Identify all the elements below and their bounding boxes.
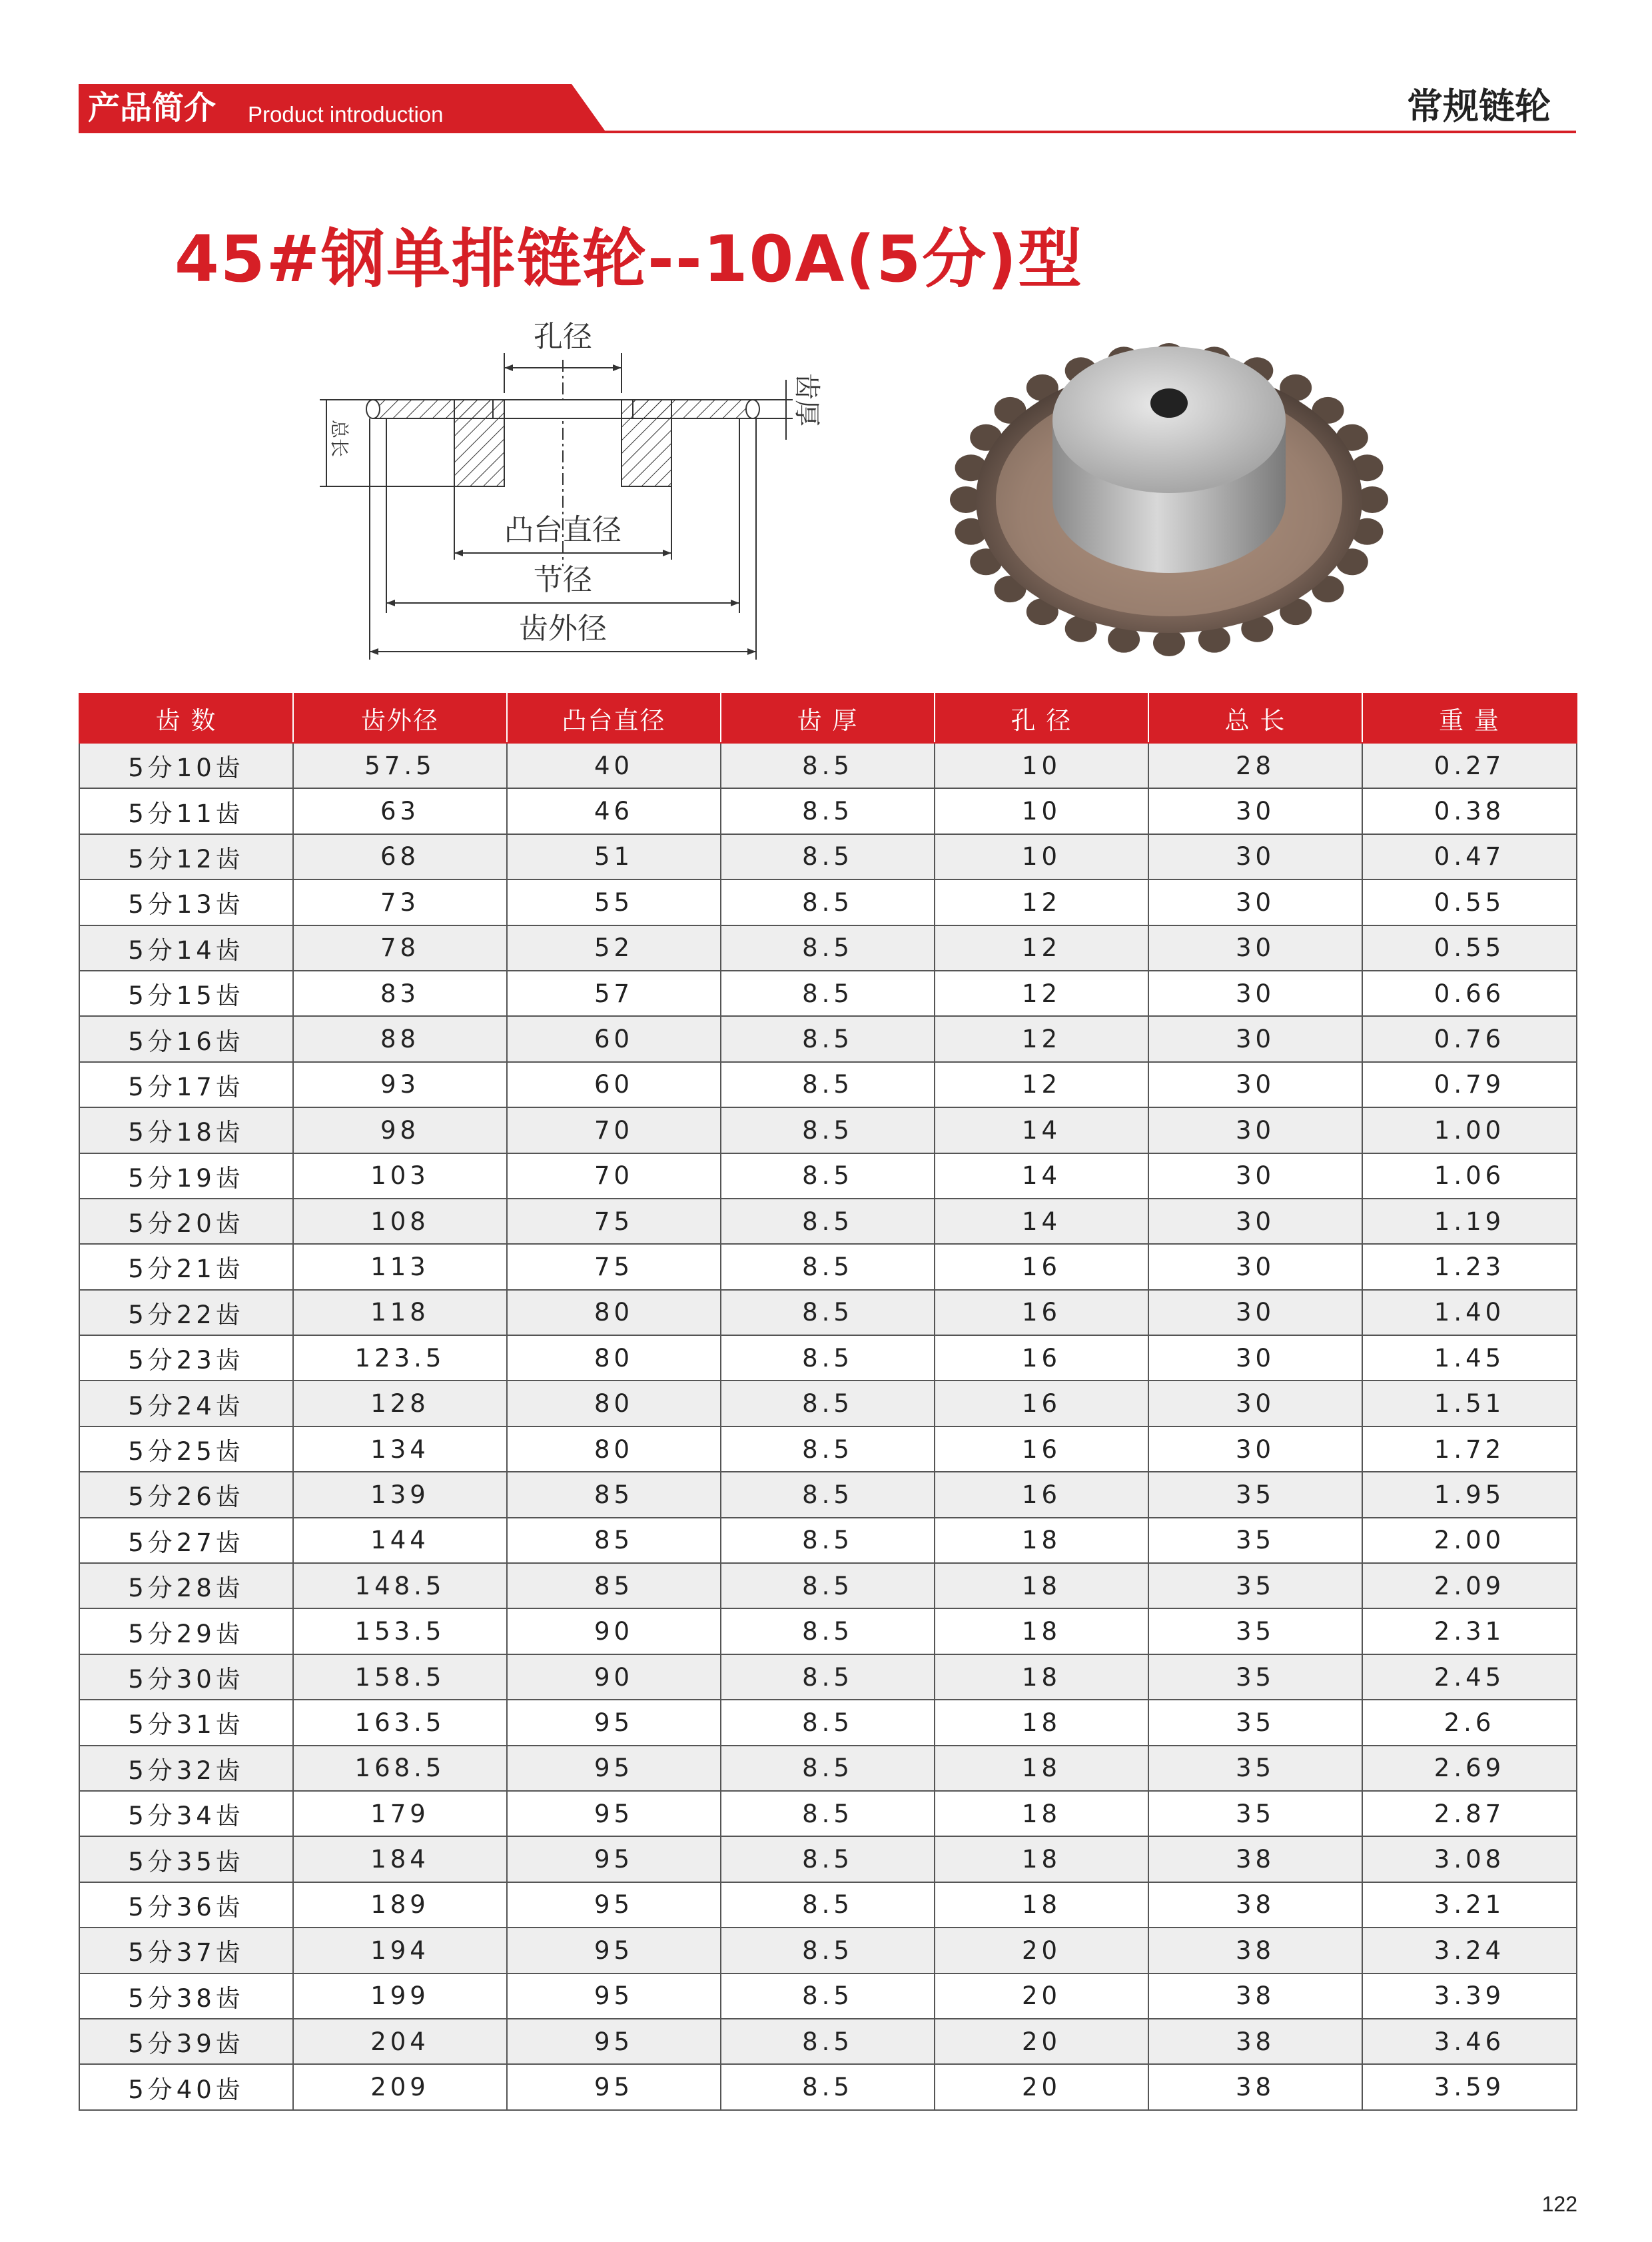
table-cell: 30 (1148, 1426, 1362, 1472)
dimension-diagram (313, 313, 846, 666)
table-cell: 30 (1148, 1062, 1362, 1107)
table-cell: 5分16齿 (79, 1016, 293, 1061)
table-cell: 30 (1148, 879, 1362, 925)
table-cell: 8.5 (721, 1426, 935, 1472)
table-cell: 95 (507, 1882, 721, 1928)
product-title: 45#钢单排链轮--10A(5分)型 (175, 222, 1084, 296)
table-cell: 16 (935, 1335, 1148, 1381)
table-cell: 10 (935, 788, 1148, 834)
table-cell: 5分39齿 (79, 2019, 293, 2064)
table-row (79, 1107, 1577, 1153)
table-cell: 80 (507, 1335, 721, 1381)
table-row (79, 743, 1577, 788)
header-tooth-thickness: 齿 厚 (721, 694, 935, 743)
table-cell: 75 (507, 1244, 721, 1289)
table-cell: 8.5 (721, 1107, 935, 1153)
table-cell: 1.06 (1362, 1153, 1577, 1199)
table-cell: 8.5 (721, 1836, 935, 1882)
table-cell: 35 (1148, 1746, 1362, 1791)
table-cell: 8.5 (721, 1244, 935, 1289)
table-cell: 80 (507, 1426, 721, 1472)
table-cell: 0.79 (1362, 1062, 1577, 1107)
table-cell: 35 (1148, 1608, 1362, 1654)
table-cell: 68 (293, 834, 507, 879)
table-cell: 30 (1148, 925, 1362, 971)
table-cell: 55 (507, 879, 721, 925)
table-cell: 80 (507, 1290, 721, 1335)
table-row (79, 1016, 1577, 1061)
table-cell: 20 (935, 2019, 1148, 2064)
table-cell: 1.23 (1362, 1244, 1577, 1289)
table-cell: 163.5 (293, 1700, 507, 1745)
table-cell: 5分28齿 (79, 1563, 293, 1608)
table-cell: 8.5 (721, 1199, 935, 1244)
table-cell: 153.5 (293, 1608, 507, 1654)
table-cell: 38 (1148, 1928, 1362, 1973)
table-cell: 2.31 (1362, 1608, 1577, 1654)
table-cell: 78 (293, 925, 507, 971)
table-cell: 8.5 (721, 879, 935, 925)
table-cell: 5分19齿 (79, 1153, 293, 1199)
table-cell: 1.00 (1362, 1107, 1577, 1153)
header-weight: 重 量 (1362, 694, 1577, 743)
table-cell: 108 (293, 1199, 507, 1244)
table-cell: 148.5 (293, 1563, 507, 1608)
table-cell: 5分18齿 (79, 1107, 293, 1153)
table-cell: 5分13齿 (79, 879, 293, 925)
table-cell: 2.87 (1362, 1791, 1577, 1836)
table-row (79, 834, 1577, 879)
bore-label: 孔径 (534, 320, 592, 354)
table-cell: 0.47 (1362, 834, 1577, 879)
table-cell: 12 (935, 1016, 1148, 1061)
table-row (79, 1518, 1577, 1563)
table-cell: 30 (1148, 1016, 1362, 1061)
table-cell: 95 (507, 1836, 721, 1882)
table-cell: 5分24齿 (79, 1381, 293, 1426)
table-header-row (79, 694, 1577, 743)
table-cell: 5分29齿 (79, 1608, 293, 1654)
table-row (79, 1563, 1577, 1608)
table-cell: 118 (293, 1290, 507, 1335)
table-cell: 5分27齿 (79, 1518, 293, 1563)
table-cell: 38 (1148, 1973, 1362, 2019)
table-cell: 8.5 (721, 1290, 935, 1335)
table-row (79, 1335, 1577, 1381)
table-row (79, 1791, 1577, 1836)
table-cell: 2.69 (1362, 1746, 1577, 1791)
table-cell: 12 (935, 971, 1148, 1016)
table-cell: 8.5 (721, 1153, 935, 1199)
hub-diameter-label: 凸台直径 (504, 513, 621, 547)
table-cell: 57.5 (293, 743, 507, 788)
table-cell: 30 (1148, 834, 1362, 879)
table-row (79, 1928, 1577, 1973)
table-cell: 18 (935, 1746, 1148, 1791)
table-row (79, 1199, 1577, 1244)
header-teeth: 齿 数 (79, 694, 293, 743)
table-cell: 8.5 (721, 971, 935, 1016)
table-cell: 38 (1148, 2019, 1362, 2064)
spec-table (79, 693, 1577, 2111)
table-cell: 18 (935, 1608, 1148, 1654)
sprocket-tooth (1153, 630, 1185, 656)
table-cell: 30 (1148, 1381, 1362, 1426)
table-cell: 113 (293, 1244, 507, 1289)
table-cell: 30 (1148, 1199, 1362, 1244)
table-cell: 5分15齿 (79, 971, 293, 1016)
table-cell: 20 (935, 2064, 1148, 2109)
table-cell: 8.5 (721, 1973, 935, 2019)
table-cell: 8.5 (721, 1608, 935, 1654)
table-cell: 85 (507, 1563, 721, 1608)
table-cell: 5分25齿 (79, 1426, 293, 1472)
table-cell: 90 (507, 1608, 721, 1654)
header-bore: 孔 径 (935, 694, 1148, 743)
table-cell: 5分14齿 (79, 925, 293, 971)
table-cell: 8.5 (721, 1062, 935, 1107)
table-cell: 123.5 (293, 1335, 507, 1381)
table-cell: 35 (1148, 1791, 1362, 1836)
table-cell: 14 (935, 1199, 1148, 1244)
table-cell: 30 (1148, 1153, 1362, 1199)
table-body (79, 743, 1577, 2110)
table-cell: 30 (1148, 788, 1362, 834)
table-cell: 0.38 (1362, 788, 1577, 834)
table-cell: 60 (507, 1016, 721, 1061)
table-cell: 18 (935, 1791, 1148, 1836)
table-cell: 35 (1148, 1700, 1362, 1745)
table-cell: 8.5 (721, 1335, 935, 1381)
table-cell: 80 (507, 1381, 721, 1426)
table-cell: 0.66 (1362, 971, 1577, 1016)
table-cell: 8.5 (721, 1882, 935, 1928)
table-cell: 8.5 (721, 1563, 935, 1608)
table-row (79, 1882, 1577, 1928)
table-cell: 3.39 (1362, 1973, 1577, 2019)
table-cell: 189 (293, 1882, 507, 1928)
table-cell: 18 (935, 1882, 1148, 1928)
table-cell: 12 (935, 1062, 1148, 1107)
table-cell: 8.5 (721, 1746, 935, 1791)
table-cell: 2.6 (1362, 1700, 1577, 1745)
table-cell: 95 (507, 1700, 721, 1745)
table-cell: 95 (507, 1928, 721, 1973)
table-cell: 8.5 (721, 925, 935, 971)
table-cell: 0.76 (1362, 1016, 1577, 1061)
table-cell: 38 (1148, 1836, 1362, 1882)
table-cell: 95 (507, 1791, 721, 1836)
header-hub-diameter: 凸台直径 (507, 694, 721, 743)
table-cell: 5分38齿 (79, 1973, 293, 2019)
table-cell: 20 (935, 1928, 1148, 1973)
table-cell: 16 (935, 1290, 1148, 1335)
table-row (79, 1426, 1577, 1472)
table-cell: 0.55 (1362, 879, 1577, 925)
table-cell: 93 (293, 1062, 507, 1107)
table-cell: 90 (507, 1654, 721, 1700)
table-row (79, 1153, 1577, 1199)
table-row (79, 1700, 1577, 1745)
table-cell: 35 (1148, 1654, 1362, 1700)
table-cell: 5分31齿 (79, 1700, 293, 1745)
table-cell: 134 (293, 1426, 507, 1472)
table-cell: 60 (507, 1062, 721, 1107)
table-row (79, 1244, 1577, 1289)
table-cell: 18 (935, 1836, 1148, 1882)
table-cell: 52 (507, 925, 721, 971)
table-cell: 75 (507, 1199, 721, 1244)
tooth-thickness-label: 齿厚 (791, 373, 822, 426)
table-cell: 95 (507, 2019, 721, 2064)
table-cell: 16 (935, 1244, 1148, 1289)
table-row (79, 2019, 1577, 2064)
table-row (79, 1973, 1577, 2019)
table-cell: 5分34齿 (79, 1791, 293, 1836)
table-cell: 5分40齿 (79, 2064, 293, 2109)
table-cell: 5分30齿 (79, 1654, 293, 1700)
section-title-en: Product introduction (248, 102, 444, 127)
table-cell: 70 (507, 1107, 721, 1153)
table-cell: 12 (935, 879, 1148, 925)
sprocket-photo (946, 333, 1392, 666)
table-cell: 8.5 (721, 788, 935, 834)
table-cell: 18 (935, 1563, 1148, 1608)
table-cell: 1.45 (1362, 1335, 1577, 1381)
table-cell: 14 (935, 1107, 1148, 1153)
table-cell: 5分21齿 (79, 1244, 293, 1289)
table-cell: 168.5 (293, 1746, 507, 1791)
table-cell: 85 (507, 1472, 721, 1517)
table-cell: 35 (1148, 1472, 1362, 1517)
table-cell: 194 (293, 1928, 507, 1973)
table-cell: 3.08 (1362, 1836, 1577, 1882)
table-cell: 5分11齿 (79, 788, 293, 834)
table-row (79, 788, 1577, 834)
table-cell: 8.5 (721, 1791, 935, 1836)
table-cell: 2.00 (1362, 1518, 1577, 1563)
table-cell: 204 (293, 2019, 507, 2064)
table-cell: 8.5 (721, 743, 935, 788)
pitch-diameter-label: 节径 (534, 563, 592, 597)
table-cell: 8.5 (721, 2019, 935, 2064)
table-row (79, 1290, 1577, 1335)
table-cell: 2.45 (1362, 1654, 1577, 1700)
table-cell: 63 (293, 788, 507, 834)
table-cell: 8.5 (721, 1518, 935, 1563)
table-row (79, 1608, 1577, 1654)
table-cell: 95 (507, 1746, 721, 1791)
header-rule (79, 131, 1576, 133)
table-cell: 46 (507, 788, 721, 834)
table-cell: 30 (1148, 1244, 1362, 1289)
table-cell: 5分35齿 (79, 1836, 293, 1882)
table-cell: 30 (1148, 1335, 1362, 1381)
table-cell: 158.5 (293, 1654, 507, 1700)
table-cell: 3.59 (1362, 2064, 1577, 2109)
table-cell: 14 (935, 1153, 1148, 1199)
table-cell: 98 (293, 1107, 507, 1153)
table-row (79, 879, 1577, 925)
table-cell: 5分22齿 (79, 1290, 293, 1335)
table-cell: 95 (507, 2064, 721, 2109)
table-cell: 199 (293, 1973, 507, 2019)
table-cell: 179 (293, 1791, 507, 1836)
table-cell: 1.19 (1362, 1199, 1577, 1244)
header-total-length: 总 长 (1148, 694, 1362, 743)
table-cell: 16 (935, 1472, 1148, 1517)
table-cell: 0.55 (1362, 925, 1577, 971)
table-cell: 85 (507, 1518, 721, 1563)
table-row (79, 1381, 1577, 1426)
table-row (79, 971, 1577, 1016)
table-cell: 5分36齿 (79, 1882, 293, 1928)
table-row (79, 1062, 1577, 1107)
table-cell: 20 (935, 1973, 1148, 2019)
table-cell: 38 (1148, 1882, 1362, 1928)
table-cell: 3.24 (1362, 1928, 1577, 1973)
total-length-label: 总长 (328, 420, 350, 458)
table-cell: 18 (935, 1654, 1148, 1700)
table-cell: 57 (507, 971, 721, 1016)
table-cell: 40 (507, 743, 721, 788)
table-cell: 35 (1148, 1518, 1362, 1563)
table-cell: 95 (507, 1973, 721, 2019)
section-title-cn: 产品简介 (88, 89, 216, 127)
table-cell: 70 (507, 1153, 721, 1199)
table-cell: 1.72 (1362, 1426, 1577, 1472)
header-outer-diameter: 齿外径 (293, 694, 507, 743)
table-cell: 30 (1148, 1290, 1362, 1335)
table-cell: 139 (293, 1472, 507, 1517)
table-cell: 103 (293, 1153, 507, 1199)
table-cell: 35 (1148, 1563, 1362, 1608)
table-cell: 8.5 (721, 1700, 935, 1745)
table-cell: 5分17齿 (79, 1062, 293, 1107)
table-cell: 8.5 (721, 1928, 935, 1973)
table-cell: 144 (293, 1518, 507, 1563)
table-cell: 1.95 (1362, 1472, 1577, 1517)
table-cell: 3.46 (1362, 2019, 1577, 2064)
table-row (79, 925, 1577, 971)
page-number: 122 (1541, 2192, 1577, 2216)
table-row (79, 1654, 1577, 1700)
table-cell: 30 (1148, 1107, 1362, 1153)
table-cell: 5分23齿 (79, 1335, 293, 1381)
table-cell: 5分32齿 (79, 1746, 293, 1791)
table-row (79, 1836, 1577, 1882)
table-cell: 18 (935, 1700, 1148, 1745)
table-cell: 8.5 (721, 1654, 935, 1700)
table-cell: 5分26齿 (79, 1472, 293, 1517)
table-cell: 0.27 (1362, 743, 1577, 788)
table-cell: 8.5 (721, 1472, 935, 1517)
table-cell: 51 (507, 834, 721, 879)
table-cell: 2.09 (1362, 1563, 1577, 1608)
outer-diameter-label: 齿外径 (519, 612, 607, 646)
table-row (79, 1472, 1577, 1517)
table-cell: 30 (1148, 971, 1362, 1016)
table-cell: 83 (293, 971, 507, 1016)
table-cell: 16 (935, 1381, 1148, 1426)
table-cell: 5分20齿 (79, 1199, 293, 1244)
table-cell: 8.5 (721, 2064, 935, 2109)
table-cell: 10 (935, 743, 1148, 788)
table-cell: 38 (1148, 2064, 1362, 2109)
table-cell: 1.40 (1362, 1290, 1577, 1335)
table-cell: 5分12齿 (79, 834, 293, 879)
table-cell: 184 (293, 1836, 507, 1882)
table-cell: 5分37齿 (79, 1928, 293, 1973)
table-cell: 209 (293, 2064, 507, 2109)
table-cell: 12 (935, 925, 1148, 971)
table-cell: 18 (935, 1518, 1148, 1563)
table-cell: 8.5 (721, 834, 935, 879)
table-cell: 1.51 (1362, 1381, 1577, 1426)
table-cell: 128 (293, 1381, 507, 1426)
table-row (79, 1746, 1577, 1791)
table-cell: 88 (293, 1016, 507, 1061)
table-cell: 10 (935, 834, 1148, 879)
table-cell: 16 (935, 1426, 1148, 1472)
table-cell: 3.21 (1362, 1882, 1577, 1928)
table-cell: 8.5 (721, 1016, 935, 1061)
table-cell: 73 (293, 879, 507, 925)
table-cell: 28 (1148, 743, 1362, 788)
table-row (79, 2064, 1577, 2109)
table-cell: 5分10齿 (79, 743, 293, 788)
table-cell: 8.5 (721, 1381, 935, 1426)
category-title: 常规链轮 (1407, 85, 1551, 127)
